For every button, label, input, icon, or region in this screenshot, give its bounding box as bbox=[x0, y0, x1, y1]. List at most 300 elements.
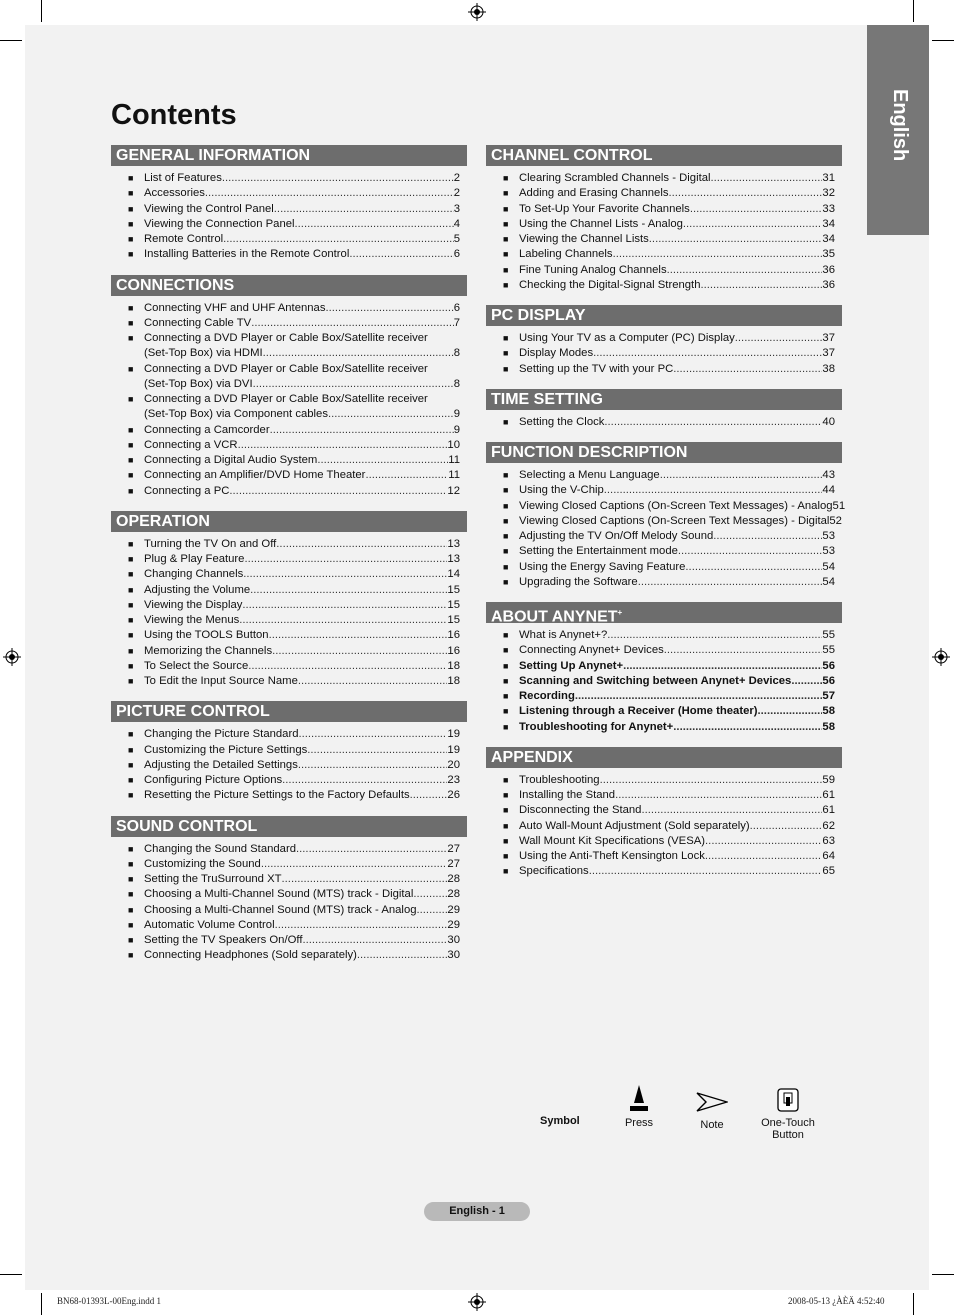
dot-leader bbox=[607, 628, 822, 643]
toc-entry-text: ■ Troubleshooting bbox=[519, 773, 600, 786]
toc-list bbox=[486, 171, 842, 293]
toc-entry-text: ■ Recording bbox=[519, 690, 575, 702]
toc-entry-text: ■ Connecting a PC bbox=[144, 484, 230, 497]
toc-page-number: 30 bbox=[447, 949, 460, 962]
toc-page-number: 53 bbox=[822, 530, 835, 542]
toc-entry[interactable] bbox=[486, 499, 846, 514]
one-touch-button-icon bbox=[777, 1088, 799, 1112]
toc-entry[interactable] bbox=[111, 598, 467, 613]
toc-page-number: 59 bbox=[822, 773, 835, 786]
toc-entry-text: ■ Auto Wall-Mount Adjustment (Sold separately) bbox=[519, 819, 750, 832]
toc-entry-text: ■ To Set-Up Your Favorite Channels bbox=[519, 202, 690, 215]
toc-entry[interactable] bbox=[111, 842, 467, 857]
toc-section bbox=[486, 389, 842, 430]
dot-leader bbox=[238, 438, 448, 453]
toc-entry[interactable] bbox=[111, 727, 467, 742]
section-heading bbox=[486, 305, 842, 326]
toc-page-number: 56 bbox=[822, 659, 835, 672]
toc-entry-text: ■ Installing the Stand bbox=[519, 789, 616, 801]
dot-leader bbox=[298, 674, 448, 689]
toc-page-number: 28 bbox=[447, 888, 460, 901]
toc-right-column bbox=[486, 145, 846, 892]
dot-leader bbox=[410, 788, 448, 803]
toc-page-number: 65 bbox=[822, 865, 835, 878]
toc-entry[interactable] bbox=[486, 217, 842, 232]
toc-entry[interactable] bbox=[486, 263, 842, 278]
print-slug-right: 2008-05-13 ¿ÀÈÄ 4:52:40 bbox=[788, 1296, 885, 1306]
toc-entry[interactable] bbox=[486, 704, 842, 719]
toc-section bbox=[486, 305, 842, 377]
section-heading bbox=[111, 275, 467, 296]
toc-entry-text: ■ Disconnecting the Stand bbox=[519, 804, 642, 817]
toc-list bbox=[486, 773, 842, 880]
toc-entry[interactable] bbox=[111, 331, 467, 362]
toc-entry-text: ■ Using the Anti-Theft Kensington Lock bbox=[519, 850, 705, 862]
toc-entry-text: ■ Customizing the Sound bbox=[144, 857, 261, 870]
dot-leader bbox=[250, 583, 447, 598]
toc-entry[interactable] bbox=[486, 514, 842, 529]
crop-mark bbox=[913, 0, 914, 22]
dot-leader bbox=[275, 918, 448, 933]
section-heading bbox=[486, 747, 842, 768]
toc-entry-text: ■ To Select the Source bbox=[144, 659, 249, 672]
toc-entry[interactable] bbox=[111, 903, 467, 918]
page-title: Contents bbox=[111, 99, 237, 131]
toc-entry-text: ■ What is Anynet+? bbox=[519, 629, 608, 641]
toc-entry[interactable] bbox=[111, 674, 467, 689]
dot-leader bbox=[274, 202, 454, 217]
toc-entry-text: ■ Turning the TV On and Off bbox=[144, 537, 277, 550]
toc-entry[interactable] bbox=[111, 537, 467, 552]
toc-page-number: 29 bbox=[447, 918, 460, 931]
toc-entry-text: ■ Connecting a VCR bbox=[144, 438, 238, 451]
toc-page-number: 36 bbox=[822, 278, 835, 291]
press-symbol bbox=[624, 1085, 654, 1129]
toc-entry[interactable] bbox=[486, 362, 842, 377]
toc-entry-text: (Set-Top Box) via DVI bbox=[144, 377, 253, 390]
registration-mark-icon bbox=[468, 1293, 486, 1311]
toc-section bbox=[486, 602, 842, 735]
toc-page-number: 16 bbox=[447, 629, 460, 642]
toc-entry-text: ■ Viewing the Channel Lists bbox=[519, 233, 649, 245]
toc-entry[interactable] bbox=[111, 186, 467, 201]
toc-entry-text: ■ Automatic Volume Control bbox=[144, 918, 275, 931]
toc-page-number: 34 bbox=[822, 233, 835, 245]
dot-leader bbox=[673, 720, 822, 735]
toc-entry[interactable] bbox=[111, 552, 467, 567]
dot-leader bbox=[269, 628, 448, 643]
toc-entry[interactable] bbox=[111, 567, 467, 582]
toc-entry[interactable] bbox=[486, 483, 842, 498]
toc-entry[interactable] bbox=[486, 171, 842, 186]
dot-leader bbox=[282, 872, 448, 887]
toc-entry-text: ■ Adjusting the Volume bbox=[144, 583, 251, 596]
toc-entry-text: (Set-Top Box) via HDMI bbox=[144, 347, 263, 360]
toc-page-number: 29 bbox=[447, 903, 460, 916]
toc-entry[interactable] bbox=[111, 948, 467, 963]
toc-page-number: 64 bbox=[822, 850, 835, 862]
dot-leader bbox=[317, 453, 448, 468]
toc-entry[interactable] bbox=[486, 247, 842, 262]
toc-entry[interactable] bbox=[111, 468, 467, 483]
toc-entry[interactable] bbox=[111, 758, 467, 773]
toc-section bbox=[111, 511, 467, 690]
section-heading-text: PICTURE CONTROL bbox=[116, 703, 270, 721]
dot-leader bbox=[253, 377, 454, 392]
dot-leader bbox=[282, 773, 447, 788]
section-heading bbox=[111, 701, 467, 722]
one-touch-label-2: Button bbox=[772, 1129, 804, 1141]
toc-entry[interactable] bbox=[111, 392, 467, 423]
toc-entry-text: ■ Viewing the Menus bbox=[144, 614, 240, 626]
toc-entry-text: ■ Fine Tuning Analog Channels bbox=[519, 263, 667, 276]
toc-entry-text: ■ Resetting the Picture Settings to the Factory Defaults bbox=[144, 789, 410, 802]
toc-page-number: 18 bbox=[447, 675, 460, 687]
toc-entry[interactable] bbox=[111, 423, 467, 438]
toc-entry-text: ■ Using the V-Chip bbox=[519, 484, 604, 497]
toc-entry[interactable] bbox=[111, 438, 467, 453]
toc-page-number: 10 bbox=[447, 438, 460, 451]
toc-entry[interactable] bbox=[111, 933, 467, 948]
toc-entry[interactable] bbox=[486, 278, 842, 293]
toc-section bbox=[111, 275, 467, 499]
toc-entry-text: ■ Adjusting the TV On/Off Melody Sound bbox=[519, 530, 714, 542]
toc-entry-text: ■ Connecting a DVD Player or Cable Box/Satellite receiver bbox=[144, 393, 428, 405]
section-heading-text: CHANNEL CONTROL bbox=[491, 147, 653, 164]
dot-leader bbox=[711, 171, 823, 186]
toc-entry[interactable] bbox=[486, 415, 842, 430]
toc-entry[interactable] bbox=[111, 857, 467, 872]
toc-page-number: 34 bbox=[822, 217, 835, 230]
dot-leader bbox=[615, 788, 822, 803]
dot-leader bbox=[667, 263, 823, 278]
toc-page-number: 19 bbox=[447, 743, 460, 756]
toc-entry[interactable] bbox=[111, 202, 467, 217]
toc-page-number: 56 bbox=[822, 674, 835, 687]
toc-list bbox=[486, 415, 842, 430]
toc-entry-text: ■ Connecting Headphones (Sold separately) bbox=[144, 949, 357, 962]
toc-section bbox=[111, 145, 467, 263]
crop-mark bbox=[41, 1293, 42, 1315]
toc-entry[interactable] bbox=[111, 316, 467, 331]
toc-page-number: 15 bbox=[447, 583, 460, 596]
toc-entry[interactable] bbox=[111, 247, 467, 262]
dot-leader bbox=[623, 659, 822, 674]
dot-leader bbox=[683, 217, 823, 232]
toc-page-number: 18 bbox=[447, 659, 460, 672]
dot-leader bbox=[713, 529, 822, 544]
crop-mark bbox=[0, 1274, 22, 1275]
toc-entry-text: ■ Connecting a Digital Audio System bbox=[144, 454, 318, 466]
toc-entry-text: ■ Adding and Erasing Channels bbox=[519, 187, 669, 200]
dot-leader bbox=[600, 773, 823, 788]
section-heading-text: CONNECTIONS bbox=[116, 276, 235, 294]
toc-entry[interactable] bbox=[111, 918, 467, 933]
toc-page-number: 16 bbox=[447, 644, 460, 657]
toc-entry-text: ■ Customizing the Picture Settings bbox=[144, 743, 308, 756]
dot-leader bbox=[276, 537, 447, 552]
toc-entry-text: ■ Upgrading the Software bbox=[519, 575, 638, 588]
dot-leader bbox=[229, 484, 447, 499]
toc-page-number: 58 bbox=[822, 705, 835, 718]
toc-entry-text: ■ Connecting a DVD Player or Cable Box/Satellite receiver bbox=[144, 332, 428, 344]
toc-page-number: 37 bbox=[822, 347, 835, 360]
toc-page-number: 26 bbox=[447, 789, 460, 802]
toc-entry[interactable] bbox=[111, 659, 467, 674]
toc-page-number: 51 bbox=[832, 499, 846, 512]
crop-mark bbox=[0, 40, 22, 41]
toc-entry-text: ■ Viewing the Connection Panel bbox=[144, 217, 295, 230]
toc-page-number: 38 bbox=[822, 362, 835, 375]
dot-leader bbox=[678, 544, 823, 559]
toc-page-number: 55 bbox=[822, 629, 835, 641]
section-heading bbox=[486, 602, 842, 626]
toc-entry-text: ■ Using the TOOLS Button bbox=[144, 629, 269, 642]
toc-entry[interactable] bbox=[486, 628, 842, 643]
toc-page-number: 63 bbox=[822, 834, 835, 847]
section-heading-text: SOUND CONTROL bbox=[116, 817, 258, 835]
toc-entry-text: ■ Remote Control bbox=[144, 233, 224, 245]
toc-entry-text: ■ Checking the Digital-Signal Strength bbox=[519, 278, 701, 291]
toc-entry[interactable] bbox=[486, 186, 842, 201]
toc-page-number: 13 bbox=[447, 537, 460, 550]
toc-page-number: 15 bbox=[447, 598, 460, 611]
dot-leader bbox=[325, 301, 453, 316]
toc-entry[interactable] bbox=[111, 644, 467, 659]
toc-page-number: 13 bbox=[447, 553, 460, 565]
toc-entry-text: ■ Specifications bbox=[519, 865, 589, 878]
toc-entry-text: ■ Setting Up Anynet+ bbox=[519, 659, 624, 672]
toc-entry[interactable] bbox=[486, 834, 842, 849]
toc-entry[interactable] bbox=[111, 788, 467, 803]
toc-entry-text: ■ Setting the Clock bbox=[519, 415, 605, 428]
toc-entry[interactable] bbox=[486, 674, 842, 689]
dot-leader bbox=[417, 903, 448, 918]
toc-entry-text: ■ Memorizing the Channels bbox=[144, 644, 273, 657]
toc-page-number: 30 bbox=[447, 934, 460, 946]
section-heading-text: PC DISPLAY bbox=[491, 307, 586, 324]
toc-entry[interactable] bbox=[486, 659, 842, 674]
toc-entry[interactable] bbox=[111, 171, 467, 186]
dot-leader bbox=[604, 415, 822, 430]
toc-list bbox=[111, 301, 467, 499]
toc-page-number: 9 bbox=[453, 408, 460, 421]
dot-leader bbox=[604, 483, 823, 498]
dot-leader bbox=[668, 186, 822, 201]
page-number-footer: English - 1 bbox=[424, 1202, 530, 1221]
dot-leader bbox=[263, 346, 454, 361]
dot-leader bbox=[307, 743, 447, 758]
toc-entry[interactable] bbox=[486, 643, 842, 658]
toc-page-number: 33 bbox=[822, 202, 835, 215]
toc-page-number: 55 bbox=[822, 644, 835, 657]
toc-entry[interactable] bbox=[486, 560, 842, 575]
toc-page-number: 40 bbox=[822, 415, 835, 428]
toc-entry[interactable] bbox=[486, 803, 842, 818]
section-heading bbox=[111, 145, 467, 166]
toc-page-number: 62 bbox=[822, 819, 835, 832]
dot-leader bbox=[589, 864, 823, 879]
toc-entry[interactable] bbox=[111, 773, 467, 788]
dot-leader bbox=[791, 674, 822, 689]
section-heading-text: ABOUT ANYNET bbox=[491, 608, 618, 626]
toc-entry[interactable] bbox=[486, 202, 842, 217]
toc-list bbox=[111, 727, 467, 803]
toc-page-number: 27 bbox=[447, 857, 460, 870]
toc-list bbox=[111, 171, 467, 263]
toc-page-number: 2 bbox=[453, 172, 460, 184]
toc-entry[interactable] bbox=[486, 346, 842, 361]
section-heading-superscript: + bbox=[617, 608, 623, 617]
dot-leader bbox=[270, 423, 454, 438]
toc-page-number: 35 bbox=[822, 248, 835, 261]
toc-entry[interactable] bbox=[486, 773, 842, 788]
toc-entry-text: ■ Viewing Closed Captions (On-Screen Text Messages) - Digital bbox=[519, 514, 830, 527]
toc-page-number: 36 bbox=[822, 263, 835, 276]
toc-entry[interactable] bbox=[111, 583, 467, 598]
toc-entry-text: ■ Changing the Sound Standard bbox=[144, 842, 297, 855]
toc-entry-text: ■ Viewing Closed Captions (On-Screen Text Messages) - Analog bbox=[519, 499, 833, 512]
toc-entry[interactable] bbox=[111, 453, 467, 468]
toc-page-number: 54 bbox=[822, 560, 835, 573]
dot-leader bbox=[242, 598, 447, 613]
toc-entry[interactable] bbox=[486, 529, 842, 544]
dot-leader bbox=[272, 644, 447, 659]
toc-entry[interactable] bbox=[486, 468, 842, 483]
toc-list bbox=[111, 842, 467, 964]
toc-entry[interactable] bbox=[486, 864, 842, 879]
dot-leader bbox=[690, 202, 823, 217]
toc-entry[interactable] bbox=[486, 544, 842, 559]
toc-entry-text: ■ Changing Channels bbox=[144, 568, 244, 581]
dot-leader bbox=[223, 232, 454, 247]
toc-page-number: 6 bbox=[453, 248, 460, 261]
dot-leader bbox=[244, 552, 447, 567]
toc-page-number: 8 bbox=[453, 377, 460, 390]
toc-entry-text: ■ Wall Mount Kit Specifications (VESA) bbox=[519, 834, 706, 847]
toc-page-number: 37 bbox=[822, 332, 835, 344]
toc-entry[interactable] bbox=[486, 720, 842, 735]
toc-entry[interactable] bbox=[111, 872, 467, 887]
toc-entry[interactable] bbox=[111, 628, 467, 643]
dot-leader bbox=[413, 887, 447, 902]
toc-entry-text: ■ Setting the TruSurround XT bbox=[144, 873, 282, 885]
dot-leader bbox=[593, 346, 822, 361]
registration-mark-icon bbox=[3, 648, 21, 666]
dot-leader bbox=[205, 186, 454, 201]
toc-entry[interactable] bbox=[111, 887, 467, 902]
toc-entry[interactable] bbox=[486, 788, 842, 803]
toc-page-number: 2 bbox=[453, 187, 460, 200]
toc-entry[interactable] bbox=[111, 743, 467, 758]
toc-entry-text: ■ Choosing a Multi-Channel Sound (MTS) track - Analog bbox=[144, 903, 417, 916]
press-icon bbox=[629, 1085, 649, 1113]
toc-entry[interactable] bbox=[111, 362, 467, 393]
toc-entry[interactable] bbox=[111, 217, 467, 232]
toc-page-number: 44 bbox=[822, 484, 835, 497]
dot-leader bbox=[261, 857, 448, 872]
toc-entry-text: ■ Display Modes bbox=[519, 347, 594, 360]
toc-entry-text: ■ Scanning and Switching between Anynet+ Devices bbox=[519, 674, 792, 687]
section-heading bbox=[486, 145, 842, 166]
toc-entry-text: ■ Changing the Picture Standard bbox=[144, 728, 299, 741]
toc-entry-text: ■ Installing Batteries in the Remote Control bbox=[144, 248, 350, 261]
dot-leader bbox=[641, 803, 822, 818]
toc-page-number: 11 bbox=[448, 469, 460, 482]
dot-leader bbox=[673, 362, 822, 377]
toc-entry-text: ■ Connecting a DVD Player or Cable Box/Satellite receiver bbox=[144, 362, 428, 375]
toc-entry[interactable] bbox=[486, 232, 842, 247]
toc-section bbox=[486, 442, 846, 590]
toc-entry-text: ■ Setting the TV Speakers On/Off bbox=[144, 934, 303, 946]
dot-leader bbox=[638, 575, 823, 590]
toc-entry[interactable] bbox=[111, 232, 467, 247]
dot-leader bbox=[685, 560, 822, 575]
toc-list bbox=[111, 537, 467, 690]
toc-page-number: 14 bbox=[447, 568, 460, 581]
dot-leader bbox=[302, 933, 447, 948]
toc-entry[interactable] bbox=[486, 849, 842, 864]
toc-entry-text: ■ Connecting a Camcorder bbox=[144, 423, 270, 436]
toc-page-number: 32 bbox=[822, 187, 835, 200]
toc-section bbox=[111, 701, 467, 803]
toc-entry[interactable] bbox=[111, 484, 467, 499]
toc-entry-text: ■ Viewing the Display bbox=[144, 598, 243, 611]
toc-entry-text: ■ List of Features bbox=[144, 172, 222, 184]
toc-page-number: 58 bbox=[822, 720, 835, 733]
toc-entry[interactable] bbox=[111, 301, 467, 316]
toc-page-number: 53 bbox=[822, 545, 835, 558]
toc-entry[interactable] bbox=[111, 613, 467, 628]
note-icon bbox=[696, 1091, 728, 1113]
toc-entry-text: ■ Listening through a Receiver (Home theater) bbox=[519, 705, 758, 718]
crop-mark bbox=[913, 1293, 914, 1315]
toc-entry[interactable] bbox=[486, 689, 842, 704]
toc-page-number: 61 bbox=[822, 804, 835, 817]
crop-mark bbox=[932, 1274, 954, 1275]
dot-leader bbox=[613, 247, 823, 262]
toc-entry-text: ■ Clearing Scrambled Channels - Digital bbox=[519, 172, 711, 184]
toc-page-number: 20 bbox=[447, 758, 460, 771]
toc-page-number: 23 bbox=[447, 774, 460, 786]
one-touch-label-1: One-Touch bbox=[761, 1117, 815, 1129]
dot-leader bbox=[575, 689, 823, 704]
note-symbol-label: Note bbox=[700, 1119, 724, 1131]
section-heading-text: FUNCTION DESCRIPTION bbox=[491, 444, 688, 461]
toc-page-number: 57 bbox=[822, 690, 835, 702]
toc-section bbox=[486, 145, 842, 293]
toc-page-number: 6 bbox=[453, 301, 460, 314]
toc-entry[interactable] bbox=[486, 819, 842, 834]
toc-entry-text: ■ Connecting Anynet+ Devices bbox=[519, 644, 664, 657]
toc-entry[interactable] bbox=[486, 575, 842, 590]
toc-entry-text: ■ Labeling Channels bbox=[519, 248, 613, 261]
toc-entry-text: ■ Using the Channel Lists - Analog bbox=[519, 217, 683, 230]
section-heading-text: TIME SETTING bbox=[491, 390, 603, 408]
dot-leader bbox=[298, 758, 448, 773]
toc-entry-text: ■ Using Your TV as a Computer (PC) Display bbox=[519, 332, 735, 344]
toc-entry[interactable] bbox=[486, 331, 842, 346]
toc-page-number: 43 bbox=[822, 469, 835, 481]
section-heading-text: APPENDIX bbox=[491, 748, 573, 766]
dot-leader bbox=[357, 948, 448, 963]
section-heading bbox=[111, 816, 467, 837]
dot-leader bbox=[649, 232, 823, 247]
toc-page-number: 61 bbox=[822, 789, 835, 801]
registration-mark-icon bbox=[468, 3, 486, 21]
toc-page-number: 15 bbox=[447, 614, 460, 626]
toc-page-number: 31 bbox=[822, 172, 835, 184]
